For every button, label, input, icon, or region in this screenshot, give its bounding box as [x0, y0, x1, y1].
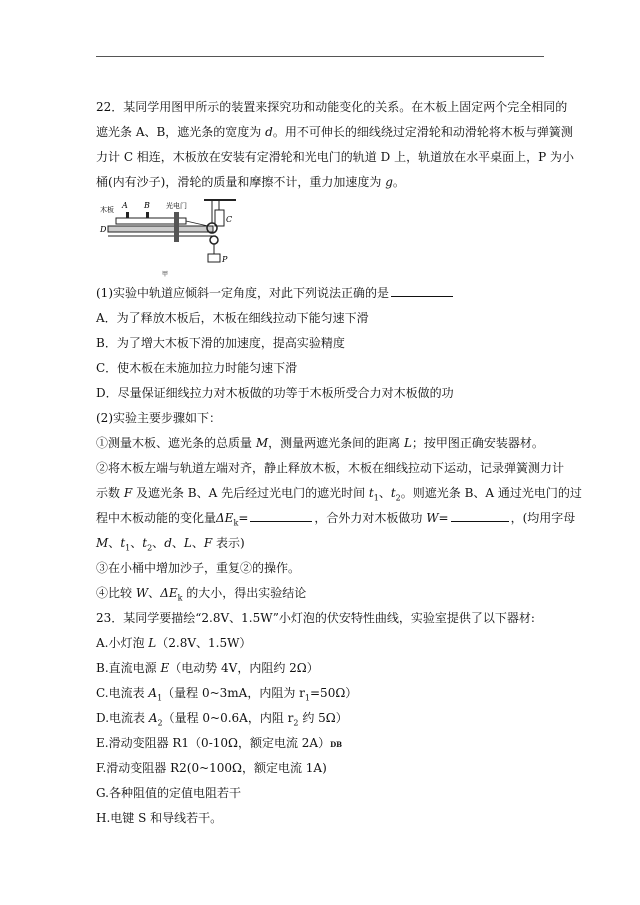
- shield-strip-b: [146, 212, 149, 218]
- header-rule: [96, 56, 544, 57]
- q23-item-e: E.滑动变阻器 R1（0-10Ω，额定电流 2A）DB: [96, 736, 343, 750]
- q22-option-a: A．为了释放木板后，木板在细线拉动下能匀速下滑: [96, 311, 369, 325]
- q23-stem: 23．某同学要描绘“2.8V、1.5W”小灯泡的伏安特性曲线，实验室提供了以下器材:: [96, 611, 535, 625]
- spring-scale-shape: [215, 210, 224, 226]
- q22-step-3: ③在小桶中增加沙子，重复②的操作。: [96, 561, 301, 575]
- track-shape: [108, 226, 213, 232]
- figure-label-guangdianmen: 光电门: [166, 202, 187, 210]
- q23-item-a: A.小灯泡 L（2.8V、1.5W）: [96, 636, 252, 650]
- q23-item-d: D.电流表 $A_2$（量程 0~0.6A，内阻 $r_2$ 约 5Ω）: [96, 711, 348, 728]
- q23-item-g: G.各种阻值的定值电阻若干: [96, 786, 241, 800]
- q22-step-2-line-2: 示数 F 及遮光条 B、A 先后经过光电门的遮光时间 $t_1$、$t_2$。则遮光条 B、A 通过光电门的过: [96, 486, 582, 503]
- figure-label-d: D: [100, 225, 107, 234]
- bucket-shape: [208, 254, 220, 262]
- answer-blank-1[interactable]: [391, 285, 453, 297]
- q22-line-3: 力计 C 相连，木板放在安装有定滑轮和光电门的轨道 D 上，轨道放在水平桌面上，P 为小: [96, 150, 574, 164]
- q22-option-d: D．尽量保证细线拉力对木板做的功等于木板所受合力对木板做的功: [96, 386, 454, 400]
- photogate-shape: [174, 212, 179, 242]
- q22-step-4: ④比较 W、$\Delta E_k$ 的大小，得出实验结论: [96, 586, 307, 603]
- q22-line-1: 22．某同学用图甲所示的装置来探究功和动能变化的关系。在木板上固定两个完全相同的: [96, 100, 568, 114]
- q22-step-2-line-1: ②将木板左端与轨道左端对齐，静止释放木板，木板在细线拉动下运动，记录弹簧测力计: [96, 461, 565, 475]
- answer-blank-3[interactable]: [451, 510, 509, 522]
- figure-label-b: B: [144, 201, 150, 210]
- q22-line-4: 桶(内有沙子)，滑轮的质量和摩擦不计，重力加速度为 g。: [96, 175, 405, 189]
- q22-step-2-line-3: 程中木板动能的变化量$\Delta E_k=$ ，合外力对木板做功 W= ，(均用字母: [96, 511, 576, 528]
- apparatus-figure: [96, 196, 246, 280]
- figure-label-c: C: [226, 215, 233, 224]
- thread-line: [186, 221, 208, 226]
- db-mark: DB: [330, 740, 343, 749]
- q22-step-2-line-4: M、$t_1$、$t_2$、d、L、F 表示): [96, 536, 245, 553]
- q22-option-c: C．使木板在未施加拉力时能匀速下滑: [96, 361, 298, 375]
- answer-blank-2[interactable]: [250, 510, 312, 522]
- figure-label-muban: 木板: [100, 206, 114, 214]
- q23-item-h: H.电键 S 和导线若干。: [96, 811, 223, 825]
- q23-item-c: C.电流表 $A_1$（量程 0~3mA，内阻为 $r_1=50\Omega$）: [96, 686, 358, 703]
- figure-label-a: A: [122, 201, 128, 210]
- shield-strip-a: [126, 212, 129, 218]
- q23-item-f: F.滑动变阻器 R2(0~100Ω，额定电流 1A): [96, 761, 327, 775]
- q22-line-2: 遮光条 A、B，遮光条的宽度为 d。用不可伸长的细线绕过定滑轮和动滑轮将木板与弹簧测: [96, 125, 573, 139]
- q23-item-b: B.直流电源 E（电动势 4V，内阻约 2Ω）: [96, 661, 319, 675]
- figure-label-p: P: [222, 255, 228, 264]
- q22-part1-stem: (1)实验中轨道应倾斜一定角度，对此下列说法正确的是: [96, 285, 566, 301]
- moving-pulley-shape: [210, 236, 218, 244]
- q22-step-1: ①测量木板、遮光条的总质量 M，测量两遮光条间的距离 L；按甲图正确安装器材。: [96, 436, 544, 450]
- q22-part2-stem: (2)实验主要步骤如下：: [96, 411, 221, 425]
- q22-option-b: B．为了增大木板下滑的加速度，提高实验精度: [96, 336, 345, 350]
- figure-label-jia: 甲: [162, 271, 169, 278]
